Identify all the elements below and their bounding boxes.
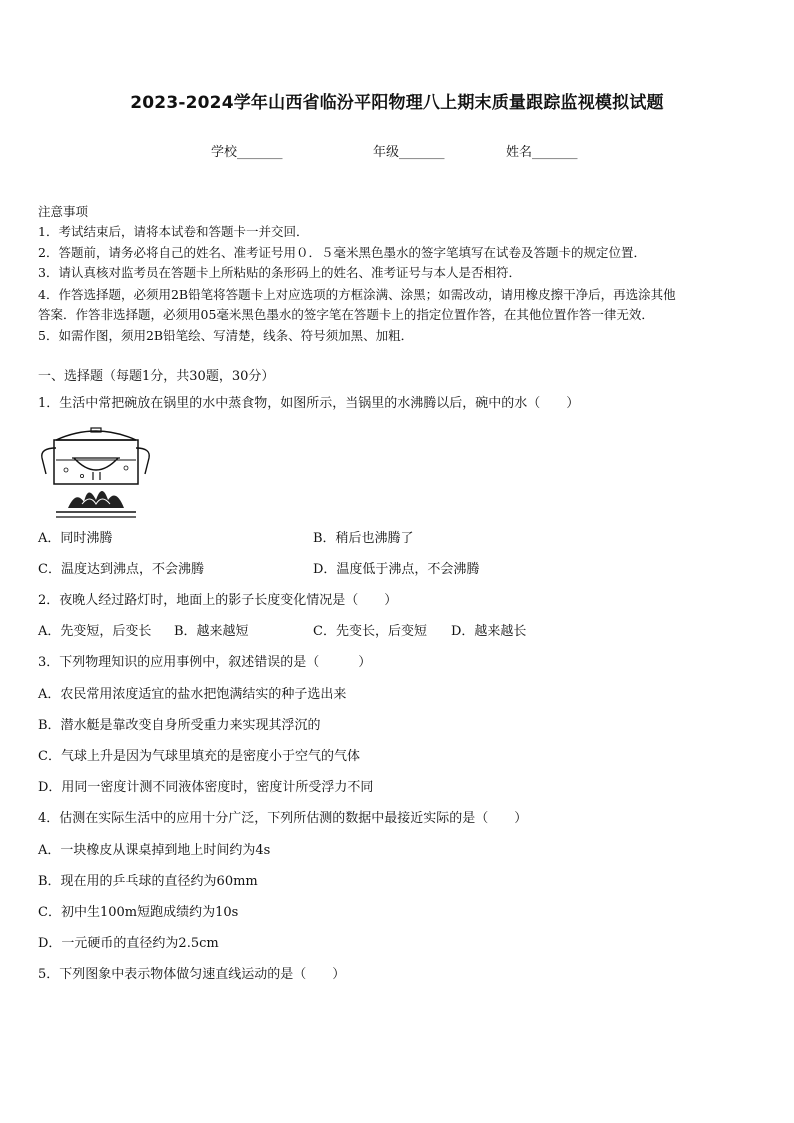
question-stem: 4．估测在实际生活中的应用十分广泛，下列所估测的数据中最接近实际的是（ ）	[38, 811, 528, 826]
option-b: B．越来越短	[174, 624, 249, 639]
grade-field: 年级_______	[373, 145, 445, 160]
question-stem: 3．下列物理知识的应用事例中，叙述错误的是（ ）	[38, 655, 372, 670]
question-stem: 1．生活中常把碗放在锅里的水中蒸食物，如图所示，当锅里的水沸腾以后，碗中的水（ ）	[38, 396, 580, 411]
notice-heading: 注意事项	[38, 204, 89, 219]
option-a: A．同时沸腾	[38, 531, 113, 546]
option-c: C．初中生100m短跑成绩约为10s	[38, 905, 239, 920]
option-c: C．先变长，后变短	[313, 624, 427, 639]
notice-item: 答案．作答非选择题，必须用05毫米黑色墨水的签字笔在答题卡上的指定位置作答，在其他位置作答一律无效．	[38, 307, 654, 322]
option-a: A．农民常用浓度适宜的盐水把饱满结实的种子选出来	[38, 687, 347, 702]
section-heading: 一、选择题（每题1分，共30题，30分）	[38, 369, 275, 384]
question-stem: 2．夜晚人经过路灯时，地面上的影子长度变化情况是（ ）	[38, 593, 398, 608]
option-c: C．温度达到沸点，不会沸腾	[38, 562, 204, 577]
option-b: B．稍后也沸腾了	[313, 531, 414, 546]
option-b: B．现在用的乒乓球的直径约为60mm	[38, 874, 258, 889]
option-c: C．气球上升是因为气球里填充的是密度小于空气的气体	[38, 749, 360, 764]
option-b: B．潜水艇是靠改变自身所受重力来实现其浮沉的	[38, 718, 321, 733]
notice-item: 4．作答选择题，必须用2B铅笔将答题卡上对应选项的方框涂满、涂黑；如需改动，请用橡皮擦干净后，再选涂其他	[38, 287, 676, 302]
option-d: D．用同一密度计测不同液体密度时，密度计所受浮力不同	[38, 780, 374, 795]
option-a: A．一块橡皮从课桌掉到地上时间约为4s	[38, 843, 271, 858]
notice-item: 3．请认真核对监考员在答题卡上所粘贴的条形码上的姓名、准考证号与本人是否相符．	[38, 265, 521, 280]
notice-item: 2．答题前，请务必将自己的姓名、准考证号用０．５毫米黑色墨水的签字笔填写在试卷及答题卡的规定位置．	[38, 245, 646, 260]
option-d: D．越来越长	[451, 624, 527, 639]
notice-item: 5．如需作图，须用2B铅笔绘、写清楚，线条、符号须加黑、加粗．	[38, 328, 414, 343]
option-d: D．一元硬币的直径约为2.5cm	[38, 936, 219, 951]
name-field: 姓名_______	[506, 145, 578, 160]
option-a: A．先变短，后变长	[38, 624, 152, 639]
steamer-pot-on-fire-icon	[38, 424, 153, 519]
option-d: D．温度低于沸点，不会沸腾	[313, 562, 480, 577]
school-field: 学校_______	[211, 145, 283, 160]
question-stem: 5．下列图象中表示物体做匀速直线运动的是（ ）	[38, 967, 346, 982]
notice-item: 1．考试结束后，请将本试卷和答题卡一并交回．	[38, 224, 309, 239]
page-title: 2023-2024学年山西省临汾平阳物理八上期末质量跟踪监视模拟试题	[130, 93, 664, 113]
